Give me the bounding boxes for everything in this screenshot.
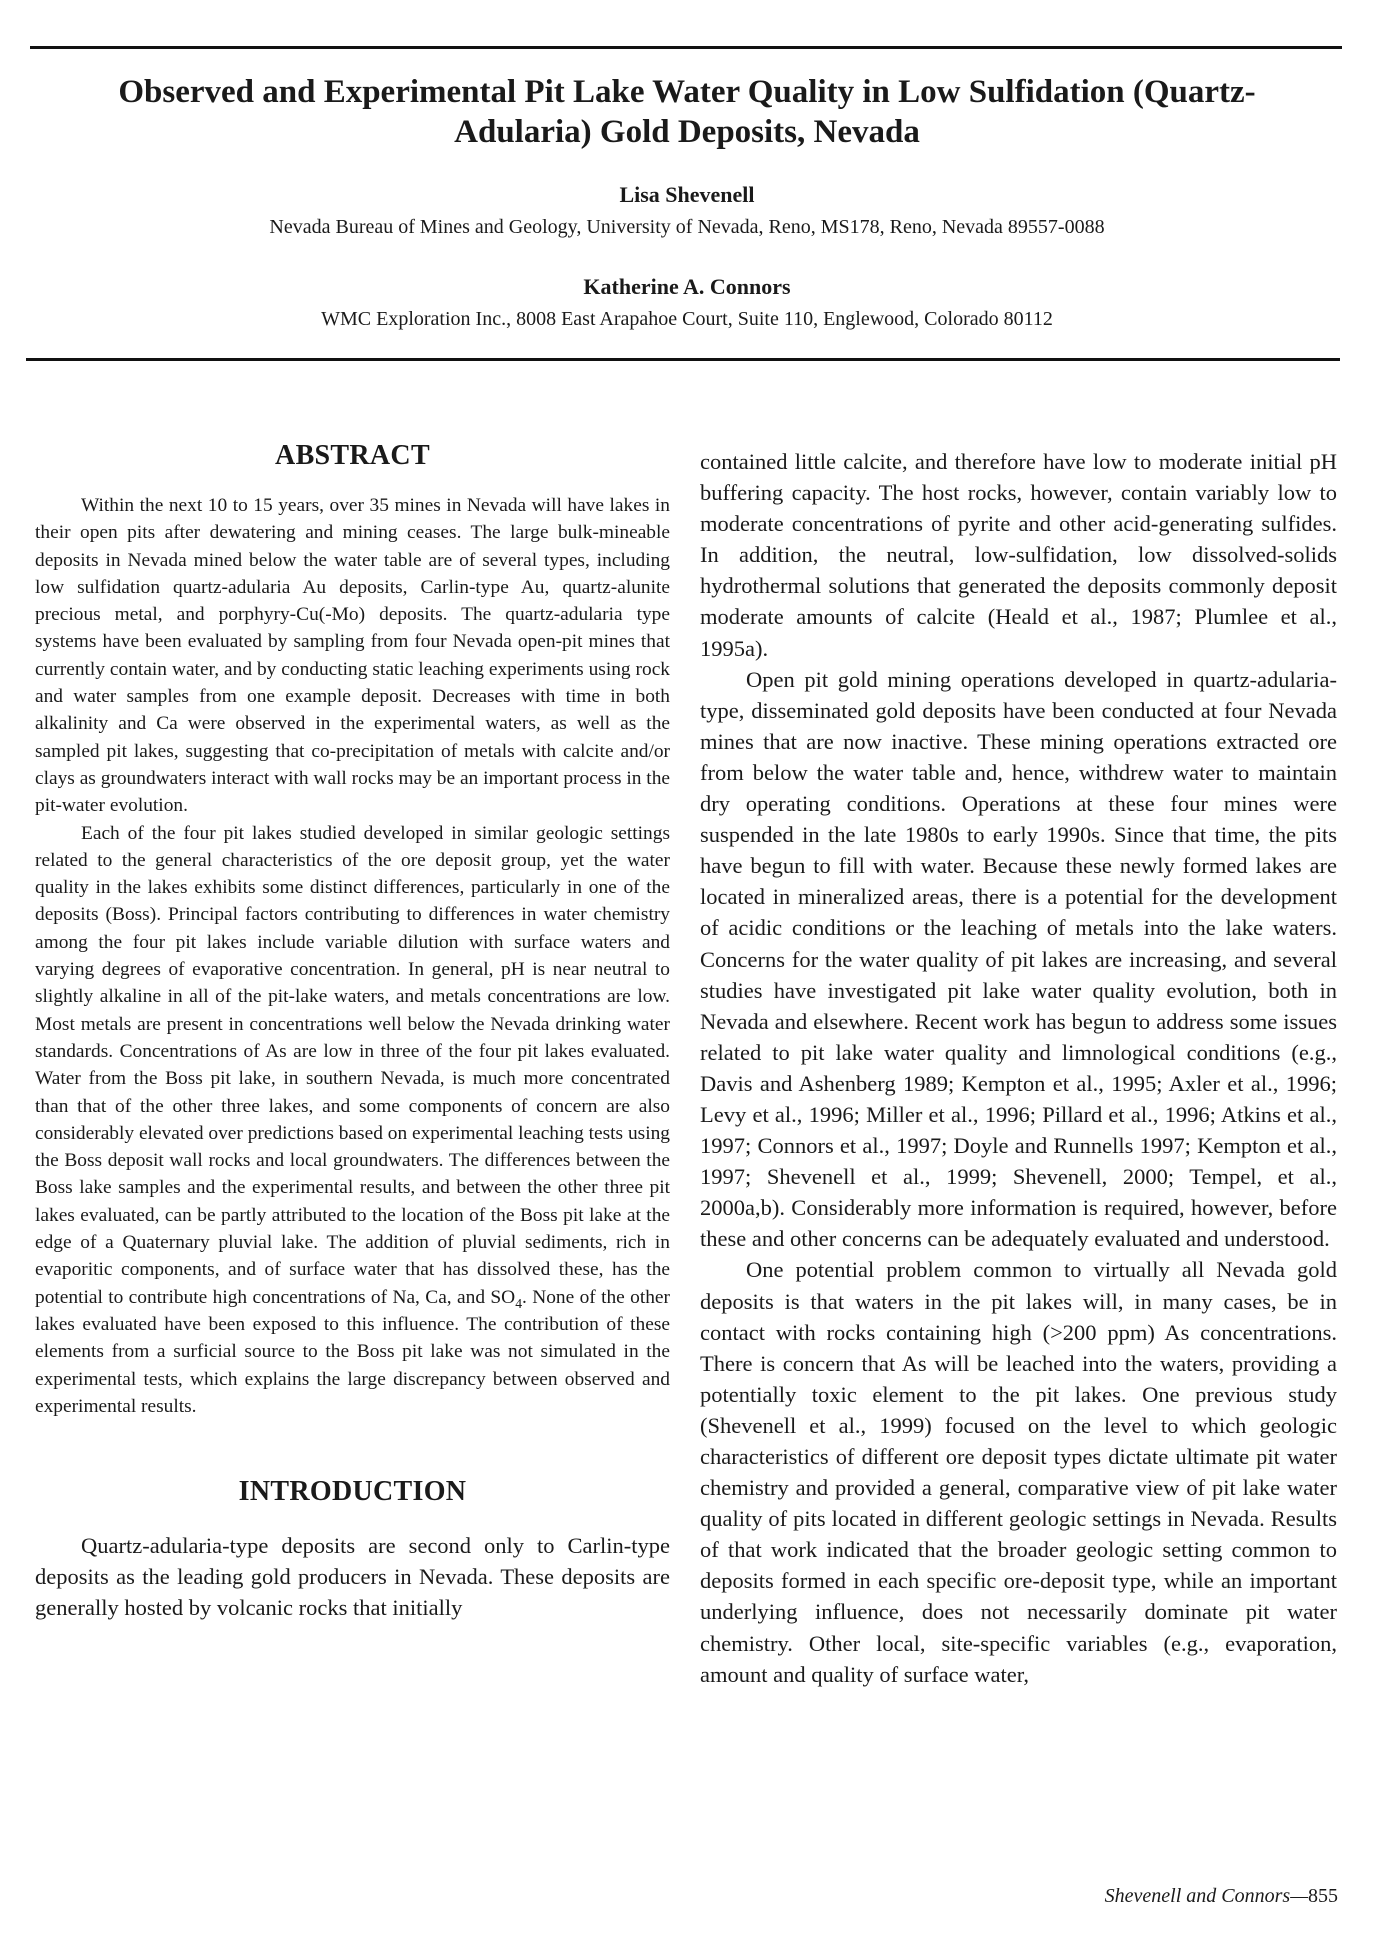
introduction-paragraph-1-continued: contained little calcite, and therefore have low to moderate initial pH buffering capacity. The host rocks, however, contain variably low to moderate concentrations of pyrite and other acid-generating sulfides. In addition, the neutral, low-sulfidation, low dissolved-solids hydrothermal solutions that generated the deposits commonly deposit moderate amounts of calcite (Heald et al., 1987; Plumlee et al., 1995a). [700,449,1337,661]
introduction-paragraph-3: One potential problem common to virtually all Nevada gold deposits is that waters in the pit lakes will, in many cases, be in contact with rocks containing high (>200 ppm) As concentrations. There is concern that As will be leached into the waters, providing a potentially toxic element to the pit lakes. One previous study (Shevenell et al., 1999) focused on the level to which geologic characteristics of different ore deposit types dictate ultimate pit water chemistry and provided a general, comparative view of pit lake water quality of pits located in different geologic settings in Nevada. Results of that work indicated that the broader geologic setting common to deposits formed in each specific ore-deposit type, while an important underlying influence, does not necessarily dominate pit water chemistry. Other local, site-specific variables (e.g., evaporation, amount and quality of surface water, [700,1257,1337,1687]
running-head: Shevenell and Connors [1104,1885,1291,1907]
author-name-2: Katherine A. Connors [583,274,791,299]
introduction-body-left [35,1530,670,1623]
author-affiliation-2: WMC Exploration Inc., 8008 East Arapahoe Court, Suite 110, Englewood, Colorado 80112 [321,308,1053,330]
left-column [35,440,670,1623]
author-name-1: Lisa Shevenell [619,182,755,207]
abstract-paragraph-1: Within the next 10 to 15 years, over 35 mines in Nevada will have lakes in their open pits after dewatering and mining ceases. The large bulk-mineable deposits in Nevada mined below the water table are of several types, including low sulfidation quartz-adularia Au deposits, Carlin-type Au, quartz-alunite precious metal, and porphyry-Cu(-Mo) deposits. The quartz-adularia type systems have been evaluated by sampling from four Nevada open-pit mines that currently contain water, and by conducting static leaching experiments using rock and water samples from one example deposit. Decreases with time in both alkalinity and Ca were observed in the experimental waters, as well as the sampled pit lakes, suggesting that co-precipitation of metals with calcite and/or clays as groundwaters interact with wall rocks may be an important process in the pit-water evolution. [35,495,670,817]
introduction-heading: INTRODUCTION [238,1476,467,1508]
introduction-paragraph-2: Open pit gold mining operations developed in quartz-adularia-type, disseminated gold deposits have been conducted at four Nevada mines that are now inactive. These mining operations extracted ore from below the water table and, hence, withdrew water to maintain dry operating conditions. Operations at these four mines were suspended in the late 1980s to early 1990s. Since that time, the pits have begun to fill with water. Because these newly formed lakes are located in mineralized areas, there is a potential for the development of acidic conditions or the leaching of metals into the lake waters. Concerns for the water quality of pit lakes are increasing, and several studies have investigated pit lake water quality evolution, both in Nevada and elsewhere. Recent work has begun to address some issues related to pit lake water quality and limnological conditions (e.g., Davis and Ashenberg 1989; Kempton et al., 1995; Axler et al., 1996; Levy et al., 1996; Miller et al., 1996; Pillard et al., 1996; Atkins et al., 1997; Connors et al., 1997; Doyle and Runnells 1997; Kempton et al., 1997; Shevenell et al., 1999; Shevenell, 2000; Tempel, et al., 2000a,b). Considerably more information is required, however, before these and other concerns can be adequately evaluated and understood. [700,666,1337,1252]
introduction-paragraph-1: Quartz-adularia-type deposits are second only to Carlin-type deposits as the leading gold producers in Nevada. These deposits are generally hosted by volcanic rocks that initially [35,1533,670,1621]
right-column [700,446,1337,1690]
page-number: 855 [1308,1885,1338,1907]
footer-dash: — [1290,1885,1308,1907]
abstract-body [35,492,670,1420]
header-rule [26,358,1340,361]
paper-title: Observed and Experimental Pit Lake Water Quality in Low Sulfidation (Quartz-Adularia) Gold Deposits, Nevada [118,74,1256,150]
top-rule [30,46,1342,49]
abstract-heading: ABSTRACT [275,440,430,471]
so4-subscript: 4 [515,1295,522,1311]
abstract-paragraph-2 [35,820,670,1421]
abstract-paragraph-2-text: Each of the four pit lakes studied developed in similar geologic settings related to the general characteristics of the ore deposit group, yet the water quality in the lakes exhibits some distinct differences, particularly in one of the deposits (Boss). Principal factors contributing to differences in water chemistry among the four pit lakes include variable dilution with surface waters and varying degrees of evaporative concentration. In general, pH is near neutral to slightly alkaline in all of the pit-lake waters, and metals concentrations are low. Most metals are present in concentrations well below the Nevada drinking water standards. Concentrations of As are low in three of the four pit lakes evaluated. Water from the Boss pit lake, in southern Nevada, is much more concentrated than that of the other three lakes, and some components of concern are also considerably elevated over predictions based on experimental leaching tests using the Boss deposit wall rocks and local groundwaters. The differences between the Boss lake samples and the experimental results, and between the other three pit lakes evaluated, can be partly attributed to the location of the Boss pit lake at the edge of a Quaternary pluvial lake. The addition of pluvial sediments, rich in evaporitic components, and of surface water that has dissolved these, has the potential to contribute high concentrations of Na, Ca, and SO [35,822,670,1308]
page-footer [1105,1885,1338,1908]
abstract-paragraph-2-text-cont: . None of the other lakes evaluated have been exposed to this influence. The contribution of these elements from a surficial source to the Boss pit lake was not simulated in the experimental tests, which explains the large discrepancy between observed and experimental results. [35,1286,670,1417]
author-affiliation-1: Nevada Bureau of Mines and Geology, University of Nevada, Reno, MS178, Reno, Nevada 89557-0088 [269,216,1105,238]
